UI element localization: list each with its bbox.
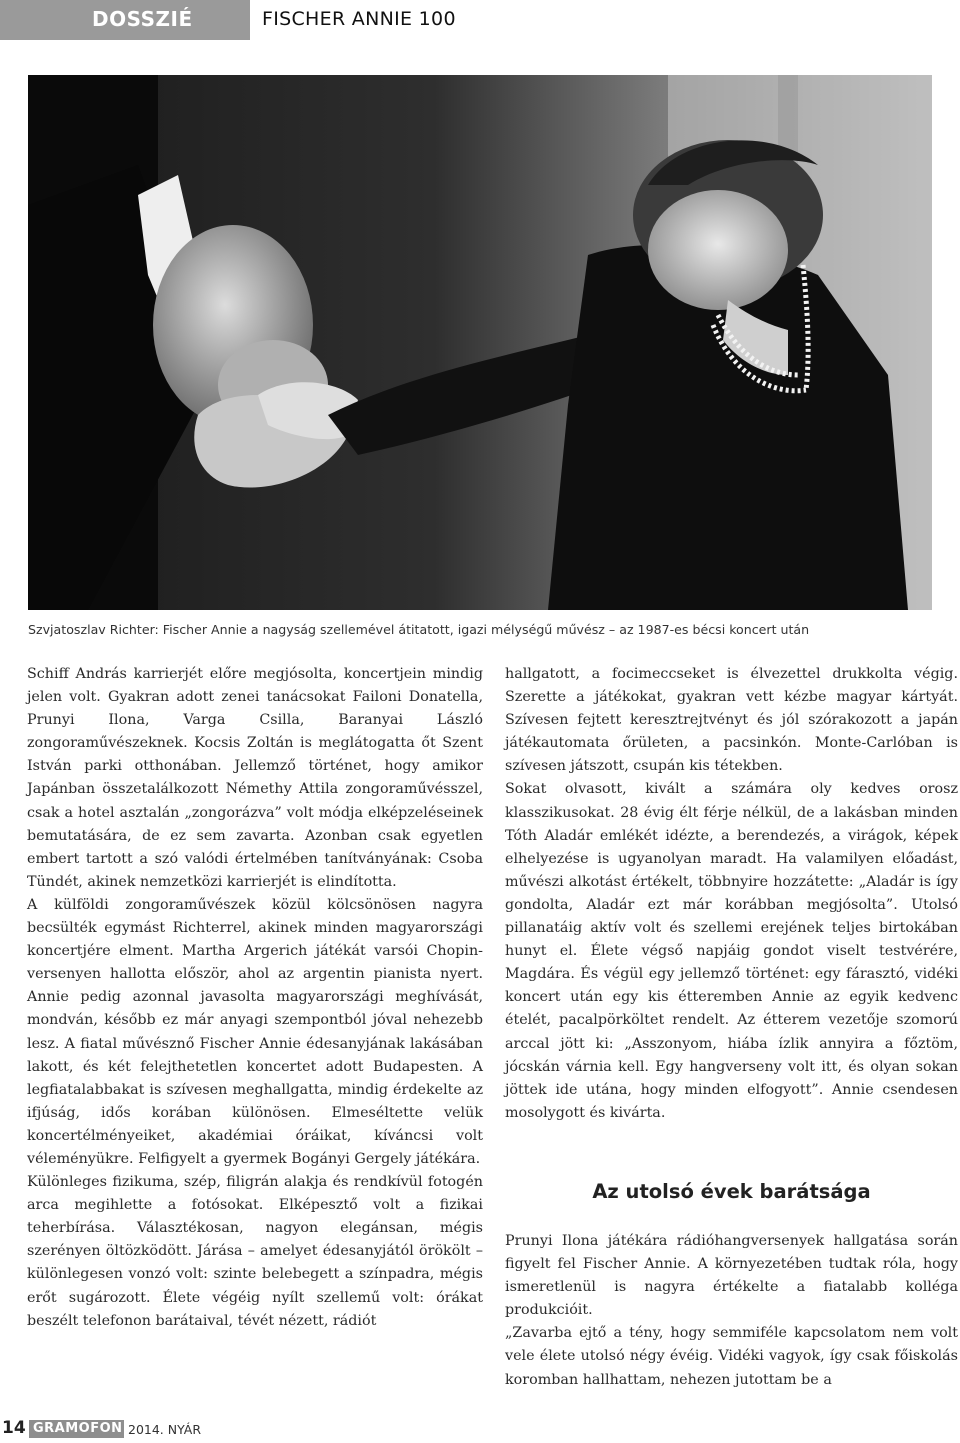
paragraph: Különleges fizikuma, szép, filigrán alakja és rendkívül fotogén arca megihlette a fotósokat. Elképesztő volt a fizikai teherbírása. Választékosan, nagyon elegánsan, mégis szerényen öltözködött. Járása – amelyet édesanyjától örökölt – különlegesen vonzó volt: szinte belebegett a színpadra, mégis erőt sugározott. Élete végéig nyílt szellemű volt: órákat beszélt telefonon barátaival, tévét nézett, rádiót — [27, 1174, 483, 1329]
magazine-logo — [29, 1420, 124, 1438]
magazine-name: GRAMOFON — [33, 1421, 123, 1436]
paragraph: „Zavarba ejtő a tény, hogy semmiféle kapcsolatom nem volt vele élete utolsó négy évéig. Vidéki vagyok, így csak főiskolás koromban hallhattam, nehezen jutottam be a — [505, 1325, 958, 1388]
photo-richter-fischer — [28, 75, 932, 610]
section-label: DOSSZIÉ — [92, 7, 193, 31]
section-heading: Az utolsó évek barátsága — [592, 1180, 871, 1203]
paragraph: Schiff András karrierjét előre megjósolta, koncertjein mindig jelen volt. Gyakran adott zenei tanácsokat Failoni Donatella, Prunyi Ilona, Varga Csilla, Baranyai László zongoraművészeknek. Kocsis Zoltán is meglátogatta őt Szent István parki otthonában. Jellemző történet, hogy amikor Japánban összetalálkozott Némethy Attila zongoraművésszel, csak a hotel asztalán „zongorázva” volt módja elképzeléseinek bemutatására, de ez sem zavarta. Azonban csak egyetlen embert tartott a szó valódi értelmében tanítványának: Csoba Tündét, akinek nemzetközi karrierjét is elindította. — [27, 666, 483, 890]
page-header — [0, 0, 960, 40]
section-body — [505, 1230, 958, 1392]
page-number: 14 — [2, 1418, 26, 1438]
paragraph: Sokat olvasott, kivált a számára oly kedves orosz klasszikusokat. 28 évig élt férje nélkül, de a lakásban minden Tóth Aladár emlékét idézte, a berendezés, a virágok, képek elhelyezése is ugyanolyan maradt. Ha valamilyen előadást, művészi alkotást értékelt, többnyire hozzátette: „Aladár is így gondolta, Aladár ezt már korábban megjósolta”. Utolsó pillanatáig aktív volt és szellemi erejének teljes birtokában hunyt el. Élete végső napjáig gondot viselt testvérére, Magdára. És végül egy jellemző történet: egy fárasztó, vidéki koncert után egy kis étteremben Annie az egyik kedvenc ételét, pacalpörköltet rendelt. Az étterem vezetője szomorú arccal jött ki: „Asszonyom, hiába ízlik annyira a főztöm, jócskán várnia kell. Egy hangverseny volt itt, és olyan sokan jöttek ide utána, hogy minden elfogyott”. Annie csendesen mosolygott és kivárta. — [505, 781, 958, 1121]
issue-label: 2014. NYÁR — [128, 1422, 202, 1437]
paragraph: Prunyi Ilona játékára rádióhangversenyek hallgatása során figyelt fel Fischer Annie. A környezetében tudtak róla, hogy ismeretlenül is nagyra értékelte a fiatalabb kollégа produkcióit. — [505, 1233, 958, 1319]
section-tag — [0, 0, 250, 40]
page-footer — [0, 1418, 300, 1440]
article-column-right — [505, 663, 958, 1125]
photo-caption: Szvjatoszlav Richter: Fischer Annie a nagyság szellemével átitatott, igazi mélységű művész – az 1987-es bécsi koncert után — [28, 622, 810, 637]
paragraph: hallgatott, a focimeccseket is élvezettel drukkolta végig. Szerette a játékokat, gyakran vett kézbe magyar kártyát. Szívesen fejtett keresztrejtvényt és jól szórakozott a japán játékautomata őrületen, a pacsinkón. Monte-Carlóban is szívesen játszott, csupán kis tétekben. — [505, 666, 958, 775]
paragraph: A külföldi zongoraművészek közül kölcsönösen nagyra becsülték egymást Richterrel, akinek minden magyarországi koncertjére elment. Martha Argerich játékát varsói Chopin-versenyen hallotta először, ahol az argentin pianista nyert. Annie pedig azonnal javasolta magyarországi meghívását, mondván, később ez már anyagi szempontból jóval nehezebb lesz. A fiatal művésznő Fischer Annie édesanyjának lakásában lakott, és két felejthetetlen koncertet adott Budapesten. A legfiatalabbakat is szívesen meghallgatta, mindig érdekelte az ifjúság, idős korában különösen. Elmeséltette velük koncertélményeiket, akadémiai óráikat, kíváncsi volt véleményükre. Felfigyelt a gyermek Bogányi Gergely játékára. — [27, 896, 483, 1167]
article-column-left — [27, 663, 483, 1333]
dossier-title: FISCHER ANNIE 100 — [262, 8, 456, 30]
